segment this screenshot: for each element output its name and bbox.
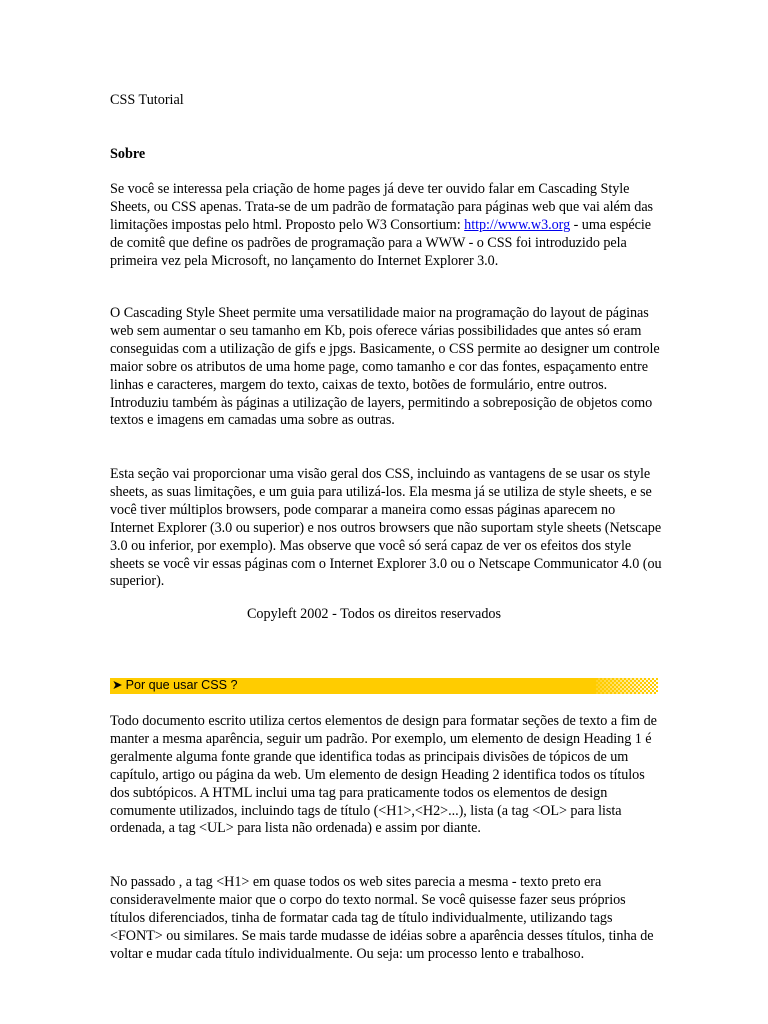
paragraph-intro-text-before-link: Se você se interessa pela criação de home pages já deve ter ouvido falar em Cascading Style Sheets, ou CSS apenas. Trata-se de um padrão de formatação para páginas web que vai além das limitações impostas pelo html. Proposto pelo W3 Consortium: <box>110 181 654 233</box>
copyleft-notice: Copyleft 2002 - Todos os direitos reservados <box>246 606 502 622</box>
paragraph-versatility: O Cascading Style Sheet permite uma versatilidade maior na programação do layout de páginas web sem aumentar o seu tamanho em Kb, pois oferece várias possibilidades que antes só eram conseguidas com a utilização de gifs e jpgs. Basicamente, o CSS permite ao designer um controle maior sobre os atributos de uma home page, como tamanho e cor das fontes, espaçamento entre linhas e caracteres, margem do texto, caixas de texto, botões de formulário, entre outros. Introduziu também às páginas a utilização de layers, permitindo a sobreposição de objetos como textos e imagens em camadas uma sobre as outras. <box>110 305 660 429</box>
paragraph-intro-text-after-link: - uma espécie de comitê que define os padrões de programação para a WWW - o CSS foi introduzido pela primeira vez pela Microsoft, no lançamento do Internet Explorer 3.0. <box>110 216 651 269</box>
section-bar-label-group <box>112 678 238 694</box>
section-bar-why-css <box>110 678 658 694</box>
document-title: CSS Tutorial <box>110 92 184 108</box>
paragraph-intro <box>110 181 662 271</box>
section-bar-label: Por que usar CSS ? <box>125 678 238 692</box>
arrow-right-icon: ➤ <box>112 678 123 692</box>
section-heading-sobre: Sobre <box>110 146 146 162</box>
w3-link[interactable]: http://www.w3.org <box>464 216 571 233</box>
paragraph-design-elements: Todo documento escrito utiliza certos elementos de design para formatar seções de texto a fim de manter a mesma aparência, seguir um padrão. Por exemplo, um elemento de design Heading 1 é geralmente alguma fonte grande que identifica todas as principais divisões de tópicos de um capítulo, artigo ou página da web. Um elemento de design Heading 2 identifica todos os títulos dos subtópicos. A HTML inclui uma tag para praticamente todos os elementos de design comumente utilizados, incluindo tags de título (<H1>,<H2>...), lista (a tag <OL> para lista ordenada, a tag <UL> para lista não ordenada) e assim por diante. <box>110 713 657 837</box>
paragraph-overview: Esta seção vai proporcionar uma visão geral dos CSS, incluindo as vantagens de se usar os style sheets, as suas limitações, e um guia para utilizá-los. Ela mesma já se utiliza de style sheets, e se você tiver múltiplos browsers, pode comparar a maneira como essas páginas aparecem no Internet Explorer (3.0 ou superior) e nos outros browsers que não suportam style sheets (Netscape 3.0 ou inferior, por exemplo). Mas observe que você só será capaz de ver os efeitos dos style sheets se você vir essas páginas com o Internet Explorer 3.0 ou o Netscape Communicator 4.0 (ou superior). <box>110 466 662 590</box>
paragraph-past: No passado , a tag <H1> em quase todos os web sites parecia a mesma - texto preto era consideravelmente maior que o corpo do texto normal. Se você quisesse fazer seus próprios títulos diferenciados, tinha de formatar cada tag de título individualmente, utilizando tags <FONT> ou similares. Se mais tarde mudasse de idéias sobre a aparência desses títulos, tinha de voltar e mudar cada título individualmente. Ou seja: um processo lento e trabalhoso. <box>110 874 654 962</box>
dither-pattern-decoration <box>596 678 658 694</box>
